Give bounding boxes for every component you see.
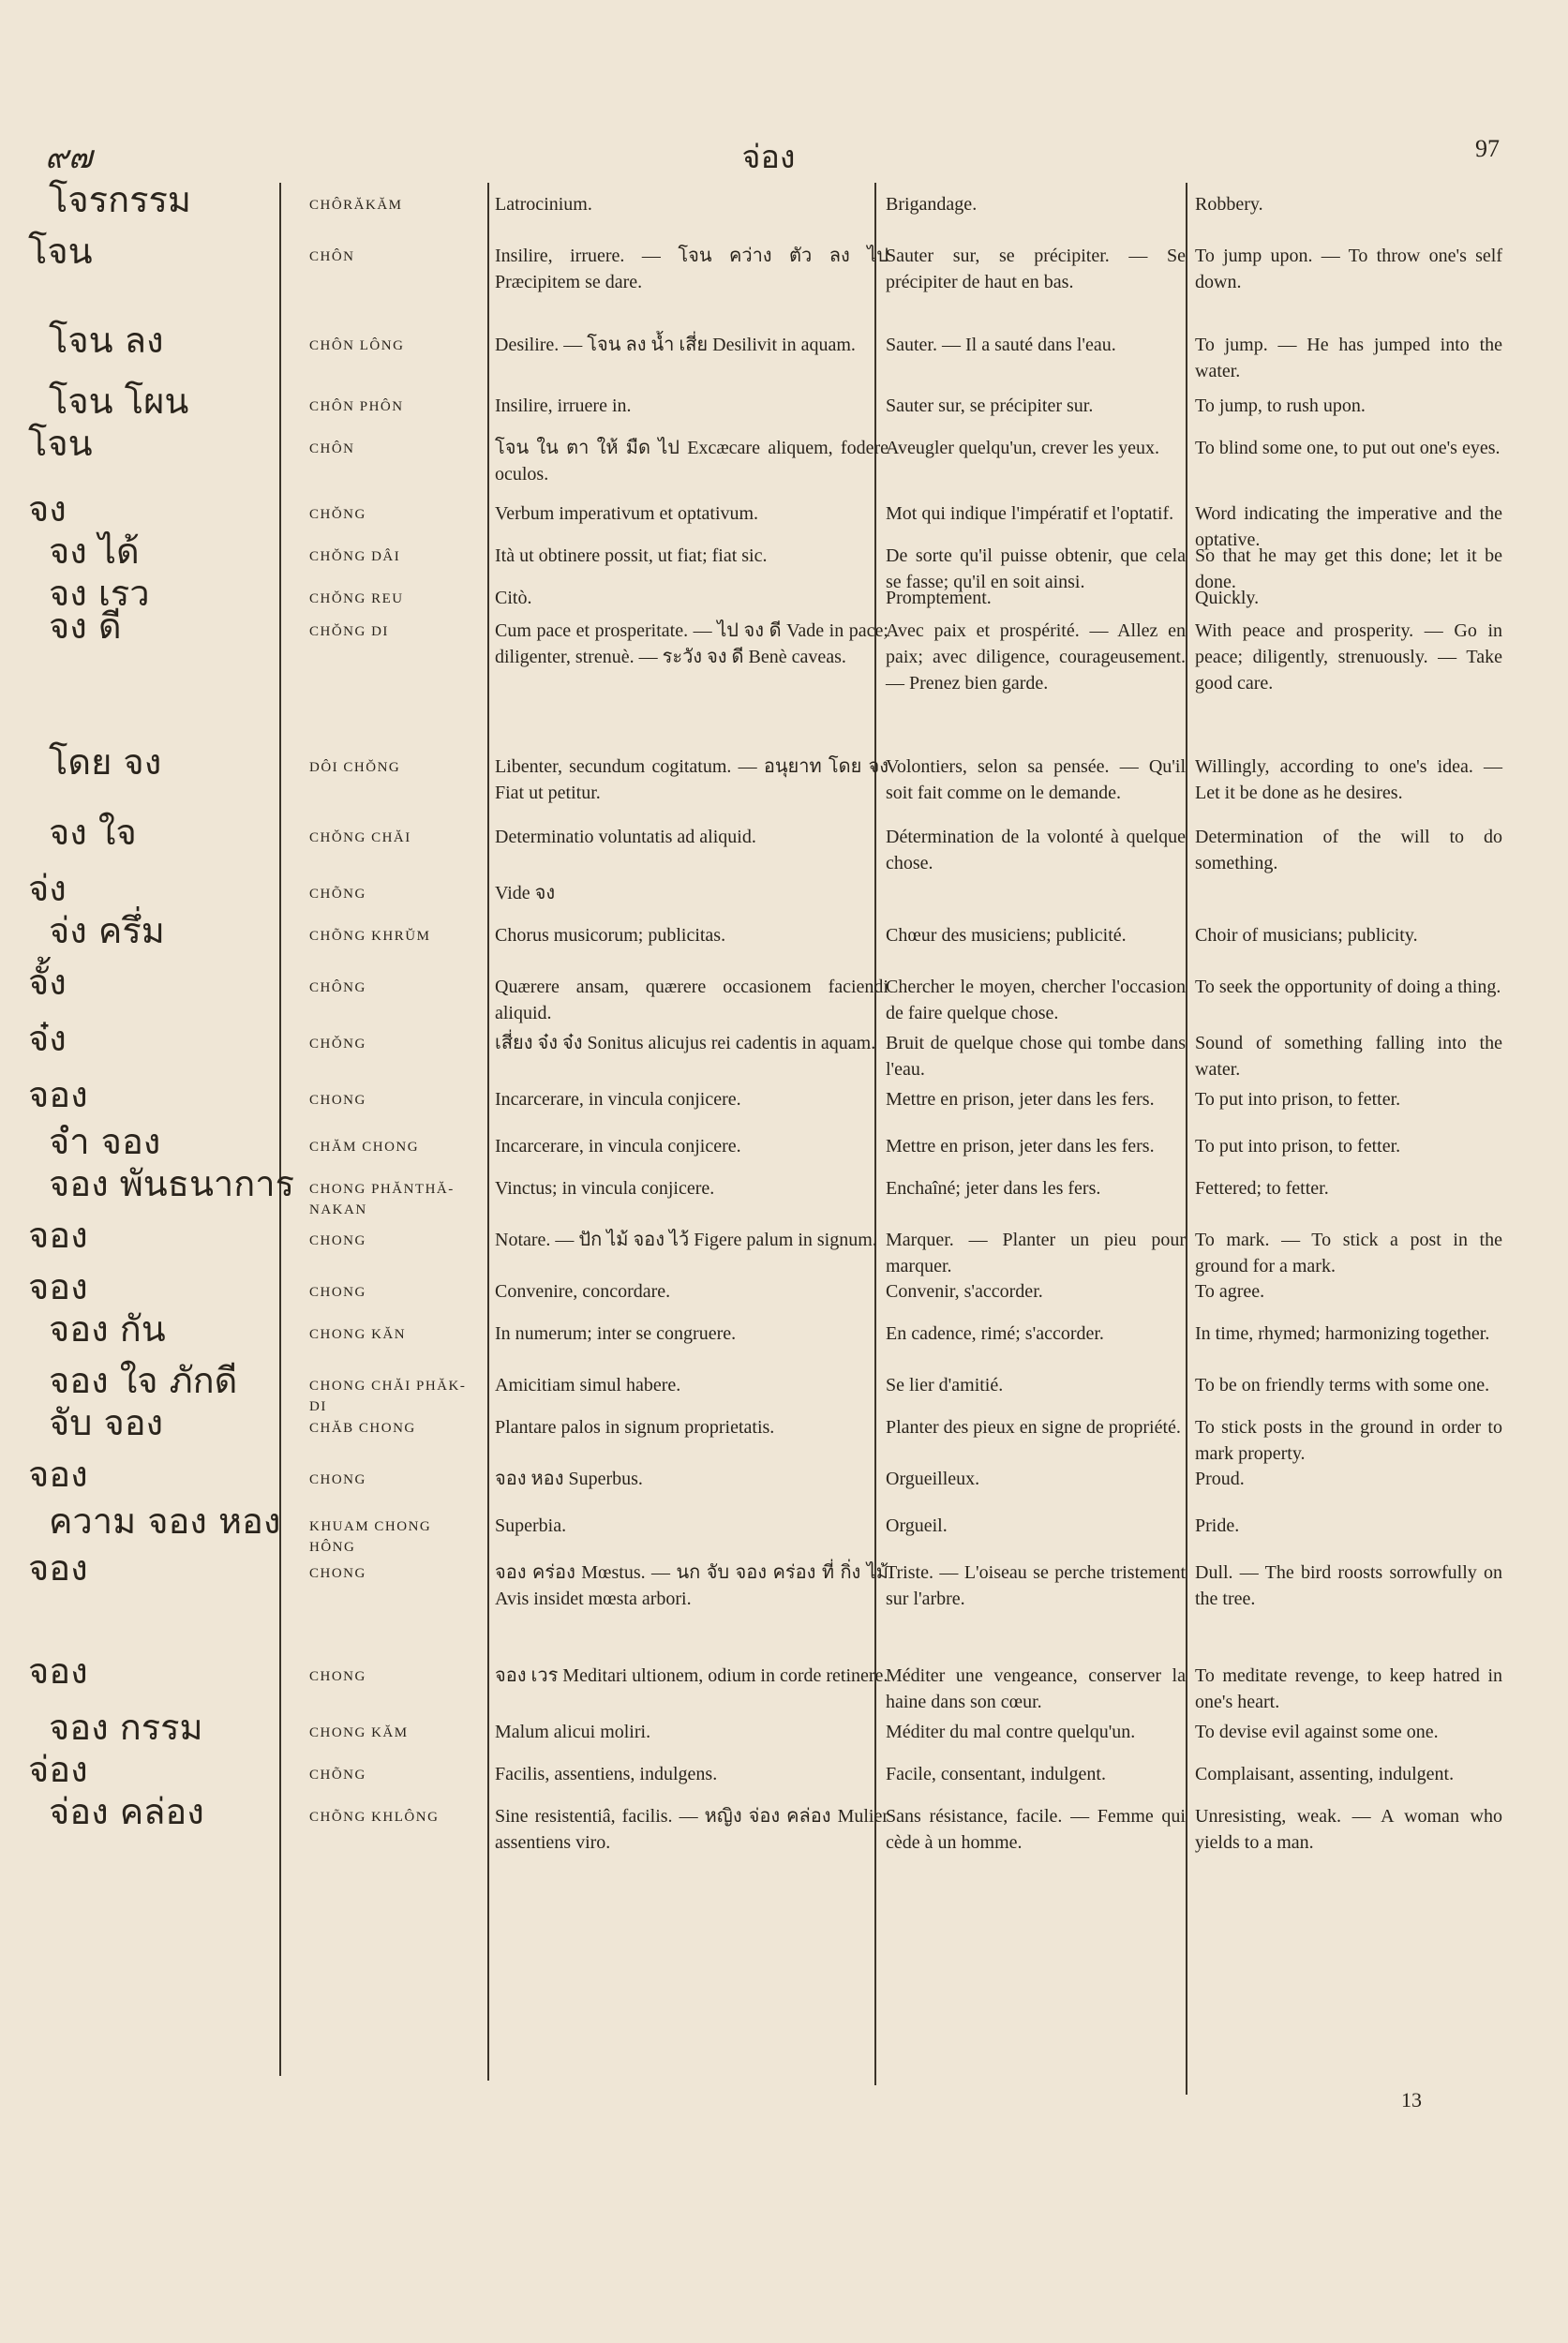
latin-definition: Notare. — ปัก ไม้ จอง ไว้ Figere palum in signum. [495, 1230, 877, 1250]
french-definition: Volontiers, selon sa pensée. — Qu'il soit fait comme on le demande. [886, 756, 1186, 803]
english-definition: So that he may get this done; let it be done. [1195, 545, 1502, 592]
thai-headword: จอง [28, 1074, 88, 1115]
entry-row [28, 1791, 1509, 1856]
thai-headword: จำ จอง [49, 1121, 161, 1162]
french-definition: Marquer. — Planter un pieu pour marquer. [886, 1230, 1186, 1276]
entry-row [28, 1163, 1509, 1223]
thai-headword: จอง กรรม [49, 1707, 203, 1748]
thai-headword: โจรกรรม [49, 179, 191, 220]
sheet-signature: 13 [1401, 2088, 1422, 2112]
french-definition: Sans résistance, facile. — Femme qui cède à un homme. [886, 1806, 1186, 1853]
romanization: CHÔN PHÔN [309, 399, 404, 414]
romanization: CHŎNG DI [309, 624, 389, 639]
romanization: CHǑNG [309, 1037, 366, 1052]
romanization: CHŎNG [309, 507, 366, 522]
entry-row [28, 1749, 1509, 1799]
french-definition: Sauter. — Il a sauté dans l'eau. [886, 335, 1116, 355]
page-number-thai: ๙๗ [45, 141, 93, 175]
latin-definition: Insilire, irruere in. [495, 395, 632, 416]
french-definition: Chœur des musiciens; publicité. [886, 925, 1127, 946]
thai-headword: โดย จง [49, 741, 162, 783]
entry-row [28, 1018, 1509, 1082]
entry-row [28, 1707, 1509, 1757]
thai-headword: โจน [28, 231, 93, 272]
english-definition: To devise evil against some one. [1195, 1722, 1439, 1742]
french-definition: De sorte qu'il puisse obtenir, que cela se fasse; qu'il en soit ainsi. [886, 545, 1186, 592]
romanization: CHÔN [309, 441, 355, 456]
romanization: CHĂB CHONG [309, 1421, 416, 1436]
english-definition: Unresisting, weak. — A woman who yields to a man. [1195, 1806, 1502, 1853]
thai-headword: จง ใจ [49, 812, 137, 853]
latin-definition: Quærere ansam, quærere occasionem faciendi aliquid. [495, 977, 889, 1023]
romanization: CHONG [309, 1093, 366, 1108]
thai-headword: จง เรว [49, 573, 150, 614]
english-definition: To jump. — He has jumped into the water. [1195, 335, 1502, 381]
romanization: CHONG [309, 1233, 366, 1248]
romanization: CHONG PHĂNTHĂ-NAKAN [309, 1182, 455, 1217]
latin-definition: Ità ut obtinere possit, ut fiat; fiat sic. [495, 545, 768, 566]
entry-row [28, 179, 1509, 239]
french-definition: Convenir, s'accorder. [886, 1281, 1043, 1302]
english-definition: Dull. — The bird roosts sorrowfully on the tree. [1195, 1562, 1502, 1609]
latin-definition: จอง เวร Meditari ultionem, odium in corde retinere. [495, 1665, 889, 1686]
entry-row [28, 381, 1509, 431]
thai-headword: จ่ง ครึ่ม [49, 910, 165, 951]
thai-headword: จ่อง คล่อง [49, 1791, 204, 1832]
thai-headword: จง ดี [49, 605, 122, 647]
entry-row [28, 423, 1509, 497]
thai-headword: จอง [28, 1650, 88, 1692]
thai-headword: โจน [28, 423, 93, 464]
latin-definition: Verbum imperativum et optativum. [495, 503, 759, 524]
romanization: CHÔNG [309, 980, 366, 995]
thai-headword: จอง พันธนาการ [49, 1163, 295, 1204]
entry-row [28, 231, 1509, 328]
latin-definition: In numerum; inter se congruere. [495, 1323, 737, 1344]
romanization: KHUAM CHONG HÔNG [309, 1519, 432, 1555]
entry-row [28, 910, 1509, 970]
entry-row [28, 530, 1509, 592]
romanization: DÔI CHŎNG [309, 760, 401, 775]
french-definition: Mot qui indique l'impératif et l'optatif. [886, 503, 1174, 524]
thai-headword: จอง ใจ ภักดี [49, 1360, 238, 1401]
english-definition: Pride. [1195, 1515, 1240, 1536]
french-definition: Orgueil. [886, 1515, 948, 1536]
french-definition: Mettre en prison, jeter dans les fers. [886, 1136, 1155, 1157]
english-definition: Willingly, according to one's idea. — Let it be done as he desires. [1195, 756, 1502, 803]
page-number: 97 [1475, 135, 1500, 162]
romanization: CHÔRĂKĂM [309, 198, 403, 213]
entry-row [28, 1500, 1509, 1556]
entry-row [28, 1308, 1509, 1368]
latin-definition: Chorus musicorum; publicitas. [495, 925, 726, 946]
entry-row [28, 1266, 1509, 1317]
running-headword: จ่อง [741, 141, 796, 175]
latin-definition: Sine resistentiâ, facilis. — หญิง จ่อง คล่อง Mulier assentiens viro. [495, 1806, 889, 1853]
thai-headword: จอง [28, 1454, 88, 1495]
latin-definition: Insilire, irruere. — โจน คว่าง ตัว ลง ไป Præcipitem se dare. [495, 246, 889, 292]
romanization: CHÔN LÔNG [309, 338, 405, 353]
french-definition: Mettre en prison, jeter dans les fers. [886, 1089, 1155, 1110]
french-definition: Méditer une vengeance, conserver la haine dans son cœur. [886, 1665, 1186, 1712]
romanization: CHĂM CHONG [309, 1140, 420, 1155]
latin-definition: Superbia. [495, 1515, 567, 1536]
thai-headword: จอง [28, 1547, 88, 1589]
english-definition: Determination of the will to do something. [1195, 827, 1502, 873]
latin-definition: Facilis, assentiens, indulgens. [495, 1764, 718, 1784]
entry-row [28, 962, 1509, 1026]
latin-definition: จอง หอง Superbus. [495, 1469, 643, 1489]
entry-row [28, 573, 1509, 614]
english-definition: To stick posts in the ground in order to mark property. [1195, 1417, 1502, 1464]
thai-headword: จง ได้ [49, 530, 140, 572]
french-definition: Avec paix et prospérité. — Allez en paix; avec diligence, courageusement. — Prenez bien garde. [886, 620, 1186, 694]
english-definition: To jump upon. — To throw one's self down. [1195, 246, 1502, 292]
latin-definition: Incarcerare, in vincula conjicere. [495, 1089, 741, 1110]
latin-definition: Vide จง [495, 883, 556, 903]
english-definition: To be on friendly terms with some one. [1195, 1375, 1490, 1395]
thai-headword: โจน ลง [49, 320, 164, 361]
latin-definition: Libenter, secundum cogitatum. — อนุยาท โดย จง Fiat ut petitur. [495, 756, 889, 803]
thai-headword: จอง [28, 1266, 88, 1307]
thai-headword: จั้ง [28, 962, 67, 1003]
french-definition: Brigandage. [886, 194, 978, 215]
entry-row [28, 1402, 1509, 1464]
entry-row [28, 605, 1509, 750]
entry-row [28, 1215, 1509, 1276]
english-definition: To blind some one, to put out one's eyes. [1195, 438, 1501, 458]
latin-definition: Amicitiam simul habere. [495, 1375, 681, 1395]
english-definition: Fettered; to fetter. [1195, 1178, 1329, 1199]
thai-headword: จอง [28, 1215, 88, 1256]
english-definition: Choir of musicians; publicity. [1195, 925, 1418, 946]
french-definition: Enchaîné; jeter dans les fers. [886, 1178, 1101, 1199]
french-definition: Se lier d'amitié. [886, 1375, 1004, 1395]
thai-headword: ความ จอง หอง [49, 1500, 281, 1542]
english-definition: To meditate revenge, to keep hatred in one's heart. [1195, 1665, 1502, 1712]
latin-definition: จอง คร่อง Mœstus. — นก จับ จอง คร่อง ที่ กิ่ง ไม้ Avis insidet mœsta arbori. [495, 1562, 889, 1609]
french-definition: En cadence, rimé; s'accorder. [886, 1323, 1104, 1344]
entry-row [28, 868, 1509, 918]
romanization: CHÕNG KHLÔNG [309, 1810, 440, 1825]
entry-row [28, 1074, 1509, 1129]
entry-row [28, 320, 1509, 389]
english-definition: To put into prison, to fetter. [1195, 1089, 1401, 1110]
latin-definition: Latrocinium. [495, 194, 592, 215]
french-definition: Sauter sur, se précipiter. — Se précipiter de haut en bas. [886, 246, 1186, 292]
thai-headword: จ๋ง [28, 1018, 67, 1059]
french-definition: Aveugler quelqu'un, crever les yeux. [886, 438, 1160, 458]
page-header [37, 131, 1500, 178]
latin-definition: Plantare palos in signum proprietatis. [495, 1417, 775, 1438]
entry-row [28, 812, 1509, 876]
latin-definition: Convenire, concordare. [495, 1281, 671, 1302]
thai-headword: จับ จอง [49, 1402, 164, 1443]
latin-definition: Citò. [495, 588, 532, 608]
french-definition: Orgueilleux. [886, 1469, 980, 1489]
romanization: CHONG [309, 1566, 366, 1581]
thai-headword: จอง กัน [49, 1308, 166, 1350]
english-definition: To put into prison, to fetter. [1195, 1136, 1401, 1157]
romanization: CHŎNG CHĂI [309, 830, 411, 845]
latin-definition: เสี่ยง จ๋ง จ๋ง Sonitus alicujus rei cadentis in aquam. [495, 1033, 876, 1053]
english-definition: In time, rhymed; harmonizing together. [1195, 1323, 1490, 1344]
english-definition: With peace and prosperity. — Go in peace; diligently, strenuously. — Take good care. [1195, 620, 1502, 694]
romanization: CHÕNG [309, 887, 366, 902]
entry-row [28, 488, 1509, 550]
latin-definition: Incarcerare, in vincula conjicere. [495, 1136, 741, 1157]
latin-definition: Cum pace et prosperitate. — ไป จง ดี Vade in pace; diligenter, strenuè. — ระวัง จง ดี Benè caveas. [495, 620, 889, 667]
romanization: CHONG [309, 1472, 366, 1487]
french-definition: Détermination de la volonté à quelque chose. [886, 827, 1186, 873]
entry-row [28, 741, 1509, 820]
french-definition: Chercher le moyen, chercher l'occasion de faire quelque chose. [886, 977, 1186, 1023]
english-definition: Complaisant, assenting, indulgent. [1195, 1764, 1455, 1784]
thai-headword: จ่ง [28, 868, 67, 909]
french-definition: Planter des pieux en signe de propriété. [886, 1417, 1181, 1438]
english-definition: To jump, to rush upon. [1195, 395, 1366, 416]
romanization: CHONG KĂM [309, 1725, 409, 1740]
latin-definition: Determinatio voluntatis ad aliquid. [495, 827, 756, 847]
thai-headword: จ่อง [28, 1749, 88, 1790]
latin-definition: Desilire. — โจน ลง น้ำ เสี่ย Desilivit in aquam. [495, 335, 856, 355]
french-definition: Bruit de quelque chose qui tombe dans l'eau. [886, 1033, 1186, 1080]
latin-definition: โจน ใน ตา ให้ มืด ไป Excæcare aliquem, fodere oculos. [495, 438, 889, 485]
entry-row [28, 1547, 1509, 1659]
french-definition: Sauter sur, se précipiter sur. [886, 395, 1094, 416]
french-definition: Promptement. [886, 588, 992, 608]
romanization: CHONG KĂN [309, 1327, 407, 1342]
romanization: CHŎNG REU [309, 591, 404, 606]
romanization: CHŎNG DÂI [309, 549, 401, 564]
english-definition: Robbery. [1195, 194, 1263, 215]
english-definition: Word indicating the imperative and the optative. [1195, 503, 1502, 550]
english-definition: Quickly. [1195, 588, 1260, 608]
latin-definition: Malum alicui moliri. [495, 1722, 651, 1742]
entry-list [28, 179, 1509, 1856]
entry-row [28, 1650, 1509, 1715]
english-definition: To seek the opportunity of doing a thing. [1195, 977, 1501, 997]
romanization: CHONG CHĂI PHĂK-DI [309, 1379, 467, 1414]
romanization: CHÔN [309, 249, 355, 264]
english-definition: Sound of something falling into the water. [1195, 1033, 1502, 1080]
french-definition: Méditer du mal contre quelqu'un. [886, 1722, 1136, 1742]
english-definition: Proud. [1195, 1469, 1245, 1489]
romanization: CHONG [309, 1669, 366, 1684]
french-definition: Triste. — L'oiseau se perche tristement sur l'arbre. [886, 1562, 1186, 1609]
romanization: CHONG [309, 1285, 366, 1300]
english-definition: To mark. — To stick a post in the ground for a mark. [1195, 1230, 1502, 1276]
thai-headword: โจน โผน [49, 381, 189, 422]
romanization: CHÕNG KHRŬM [309, 929, 431, 944]
english-definition: To agree. [1195, 1281, 1265, 1302]
thai-headword: จง [28, 488, 67, 530]
entry-row [28, 1360, 1509, 1414]
latin-definition: Vinctus; in vincula conjicere. [495, 1178, 715, 1199]
romanization: CHÕNG [309, 1768, 366, 1783]
french-definition: Facile, consentant, indulgent. [886, 1764, 1106, 1784]
